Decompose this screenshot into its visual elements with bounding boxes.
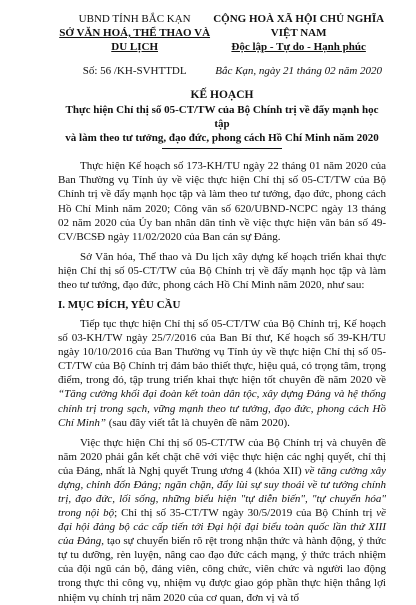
number-date-row bbox=[58, 64, 386, 78]
national-motto: Độc lập - Tự do - Hạnh phúc bbox=[231, 41, 366, 54]
document-date: Bắc Kạn, ngày 21 tháng 02 năm 2020 bbox=[215, 65, 383, 78]
province-committee: UBND TỈNH BẮC KẠN bbox=[78, 13, 191, 25]
title-divider bbox=[162, 148, 282, 149]
national-title-block bbox=[211, 12, 386, 54]
text-run: Việc thực hiện Chỉ thị số 05-CT/TW của Bộ Chính trị và chuyên đề năm 2020 phải gắn kết chặt chẽ với việc thực hiện các nghị quyết, chỉ thị của Đảng, nhất là Nghị quyết Trung ương 4 (khóa XII) bbox=[58, 436, 386, 477]
section-heading-purpose: I. MỤC ĐÍCH, YÊU CẦU bbox=[58, 298, 181, 311]
department-name: SỞ VĂN HOÁ, THỂ THAO VÀ DU LỊCH bbox=[59, 27, 211, 54]
text-run: Tiếp tục thực hiện Chỉ thị số 05-CT/TW của Bộ Chính trị, Kế hoạch số 03-KH/TW ngày 25/7/2016 của Ban Bí thư, Kế hoạch số 39-KH/TU ngày 10/10/2016 của Ban Thường vụ Tỉnh ủy về thực hiện Chỉ thị số 05-CT/TW của Bộ Chính trị đảm bảo thiết thực, hiệu quả, có trọng tâm, trọng điểm, trong đó, tập trung triển khai thực hiện tốt chuyên đề năm 2020 về bbox=[58, 318, 386, 387]
text-run: (sau đây viết tắt là chuyên đề năm 2020). bbox=[105, 416, 290, 429]
paragraph-purpose-2 bbox=[58, 436, 386, 605]
document-header bbox=[58, 12, 386, 54]
italic-text-run: “Tăng cường khối đại đoàn kết toàn dân tộc, xây dựng Đảng và hệ thống chính trị trong sạch, vững mạnh theo tư tưởng, đạo đức, phong cách Hồ Chí Minh” bbox=[58, 388, 386, 429]
italic-text-run: về đại hội đảng bộ các cấp tiến tới Đại hội đại biểu toàn quốc lần thứ XIII của Đảng bbox=[58, 507, 386, 548]
text-run: , tạo sự chuyển biến rõ rệt trong nhận thức và hành động, ý thức tự tu dưỡng, rèn luyện, nâng cao đạo đức cách mạng, ý thức trách nhiệm của đội ngũ cán bộ, đảng viên, công chức, viên chức và người lao động trong thực thi công vụ, nhiệm vụ được giao góp phần thực hiện thắng lợi nhiệm vụ chính trị năm 2020 của cơ quan, đơn vị và tổ bbox=[58, 535, 387, 604]
paragraph-purpose-1 bbox=[58, 317, 386, 430]
paragraph-basis: Thực hiện Kế hoạch số 173-KH/TU ngày 22 tháng 01 năm 2020 của Ban Thường vụ Tỉnh ủy về việc thực hiện Chỉ thị số 05-CT/TW của Bộ Chính trị về đẩy mạnh học tập và làm theo tư tưởng, đạo đức, phong cách Hồ Chí Minh năm 2020; Công văn số 620/UBND-NCPC ngày 13 tháng 02 năm 2020 của Ủy ban nhân dân tỉnh về việc thực hiện văn bản số 49-CV/BCSĐ ngày 11/02/2020 của Ban cán sự Đảng. bbox=[58, 160, 386, 243]
text-run: ; Chỉ thị số 35-CT/TW ngày 30/5/2019 của Bộ Chính trị bbox=[114, 507, 377, 520]
italic-text-run: về tăng cường xây dựng, chỉnh đốn Đảng; ngăn chặn, đẩy lùi sự suy thoái về tư tưởng chính trị, đạo đức, lối sống, những biểu hiện "tự diễn biến", "tự chuyển hóa" trong nội bộ bbox=[58, 464, 386, 520]
issuing-agency-block bbox=[58, 12, 211, 54]
nation-name: CỘNG HOÀ XÃ HỘI CHỦ NGHĨA VIỆT NAM bbox=[213, 13, 385, 40]
document-subtitle-line1: Thực hiện Chỉ thị số 05-CT/TW của Bộ Chính trị về đẩy mạnh học tập bbox=[65, 104, 379, 131]
document-subtitle-line2: và làm theo tư tưởng, đạo đức, phong cách Hồ Chí Minh năm 2020 bbox=[65, 132, 379, 145]
document-number: Số: 56 /KH-SVHTTDL bbox=[82, 65, 187, 78]
document-title: KẾ HOẠCH bbox=[190, 89, 254, 102]
paragraph-intro: Sở Văn hóa, Thể thao và Du lịch xây dựng kế hoạch triển khai thực hiện Chỉ thị số 05-CT/TW của Bộ Chính trị về đẩy mạnh học tập và làm theo tư tưởng, đạo đức, phong cách Hồ Chí Minh năm 2020, như sau: bbox=[58, 250, 386, 291]
